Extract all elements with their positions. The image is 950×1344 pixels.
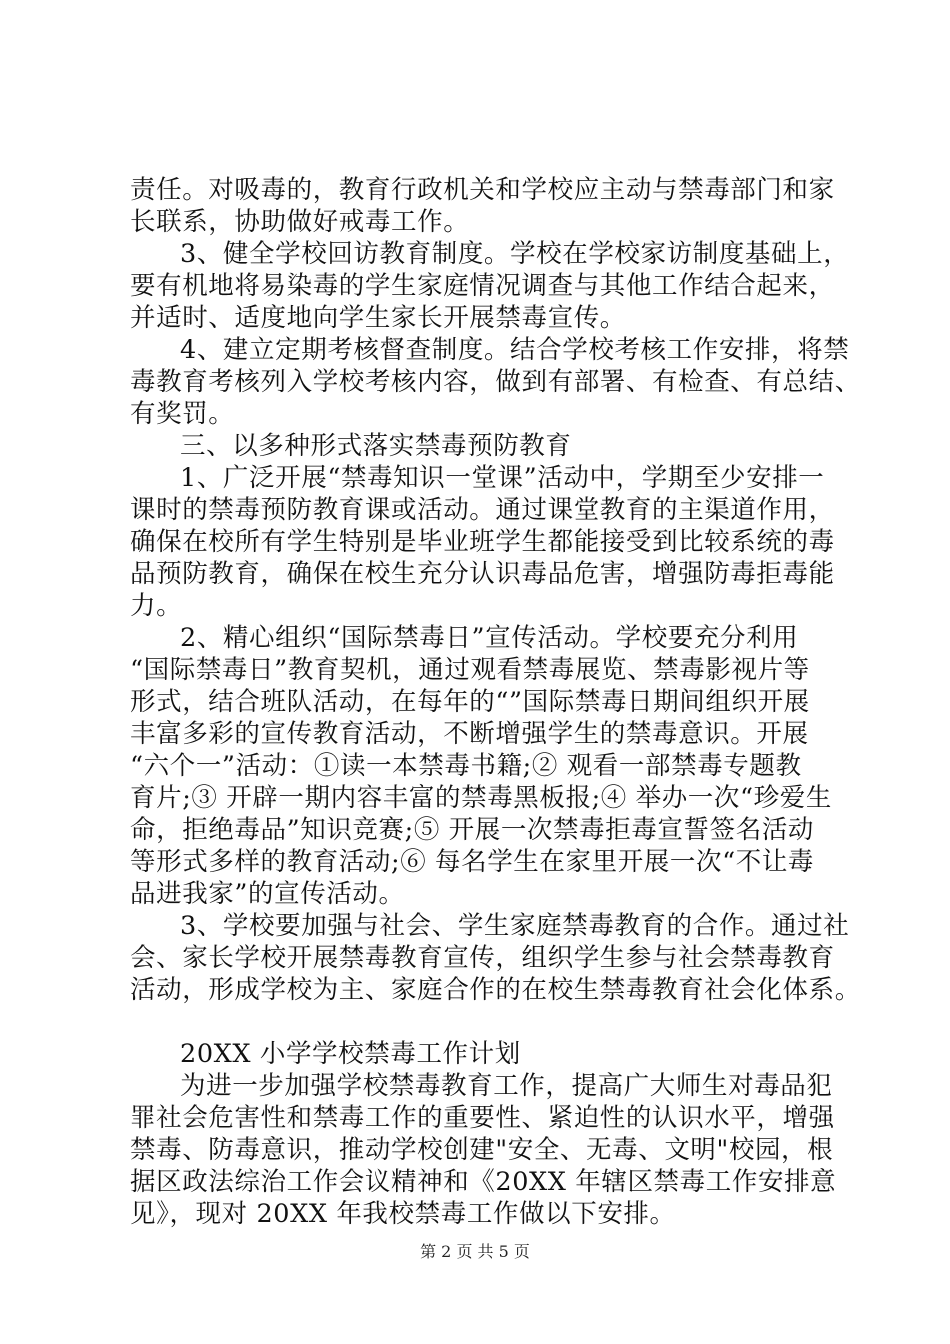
body-line: “六个一”活动：①读一本禁毒书籍;② 观看一部禁毒专题教 (130, 751, 802, 781)
body-line: 品进我家”的宣传活动。 (130, 879, 405, 909)
body-line: 形式，结合班队活动，在每年的“”国际禁毒日期间组织开展 (130, 687, 810, 717)
section-heading: 三、以多种形式落实禁毒预防教育 (180, 431, 572, 461)
body-line: 毒教育考核列入学校考核内容，做到有部署、有检查、有总结、 (130, 367, 861, 397)
body-line: 等形式多样的教育活动;⑥ 每名学生在家里开展一次“不让毒 (130, 847, 815, 877)
body-line: 课时的禁毒预防教育课或活动。通过课堂教育的主渠道作用， (130, 495, 835, 525)
body-line: 4、建立定期考核督查制度。结合学校考核工作安排，将禁 (180, 335, 850, 365)
body-line: 见》，现对 20XX 年我校禁毒工作做以下安排。 (130, 1199, 676, 1229)
body-line: “国际禁毒日”教育契机，通过观看禁毒展览、禁毒影视片等 (130, 655, 810, 685)
body-line: 3、健全学校回访教育制度。学校在学校家访制度基础上， (180, 239, 850, 269)
body-line: 丰富多彩的宣传教育活动，不断增强学生的禁毒意识。开展 (130, 719, 809, 749)
page-number-footer: 第 2 页 共 5 页 (420, 1242, 530, 1261)
body-line: 罪社会危害性和禁毒工作的重要性、紧迫性的认识水平，增强 (130, 1103, 835, 1133)
body-line: 会、家长学校开展禁毒教育宣传，组织学生参与社会禁毒教育 (130, 943, 835, 973)
body-line: 1、广泛开展“禁毒知识一堂课”活动中，学期至少安排一 (180, 463, 825, 493)
body-line: 品预防教育，确保在校生充分认识毒品危害，增强防毒拒毒能 (130, 559, 835, 589)
body-line: 禁毒、防毒意识，推动学校创建"安全、无毒、文明"校园，根 (130, 1135, 834, 1165)
body-line: 据区政法综治工作会议精神和《20XX 年辖区禁毒工作安排意 (130, 1167, 837, 1197)
body-line: 确保在校所有学生特别是毕业班学生都能接受到比较系统的毒 (130, 527, 835, 557)
plan-title: 20XX 小学学校禁毒工作计划 (180, 1039, 521, 1069)
body-line: 要有机地将易染毒的学生家庭情况调查与其他工作结合起来， (130, 271, 835, 301)
body-line: 育片;③ 开辟一期内容丰富的禁毒黑板报;④ 举办一次“珍爱生 (130, 783, 832, 813)
body-line: 活动，形成学校为主、家庭合作的在校生禁毒教育社会化体系。 (130, 975, 861, 1005)
body-line: 2、精心组织“国际禁毒日”宣传活动。学校要充分利用 (180, 623, 799, 653)
body-line: 力。 (130, 591, 183, 621)
body-line: 命，拒绝毒品”知识竞赛;⑤ 开展一次禁毒拒毒宣誓签名活动 (130, 815, 815, 845)
body-line: 并适时、适度地向学生家长开展禁毒宣传。 (130, 303, 626, 333)
body-line: 有奖罚。 (130, 399, 235, 429)
body-line: 责任。对吸毒的，教育行政机关和学校应主动与禁毒部门和家 (130, 175, 835, 205)
body-line: 3、学校要加强与社会、学生家庭禁毒教育的合作。通过社 (180, 911, 850, 941)
body-line: 为进一步加强学校禁毒教育工作，提高广大师生对毒品犯 (180, 1071, 833, 1101)
body-line: 长联系，协助做好戒毒工作。 (130, 207, 470, 237)
